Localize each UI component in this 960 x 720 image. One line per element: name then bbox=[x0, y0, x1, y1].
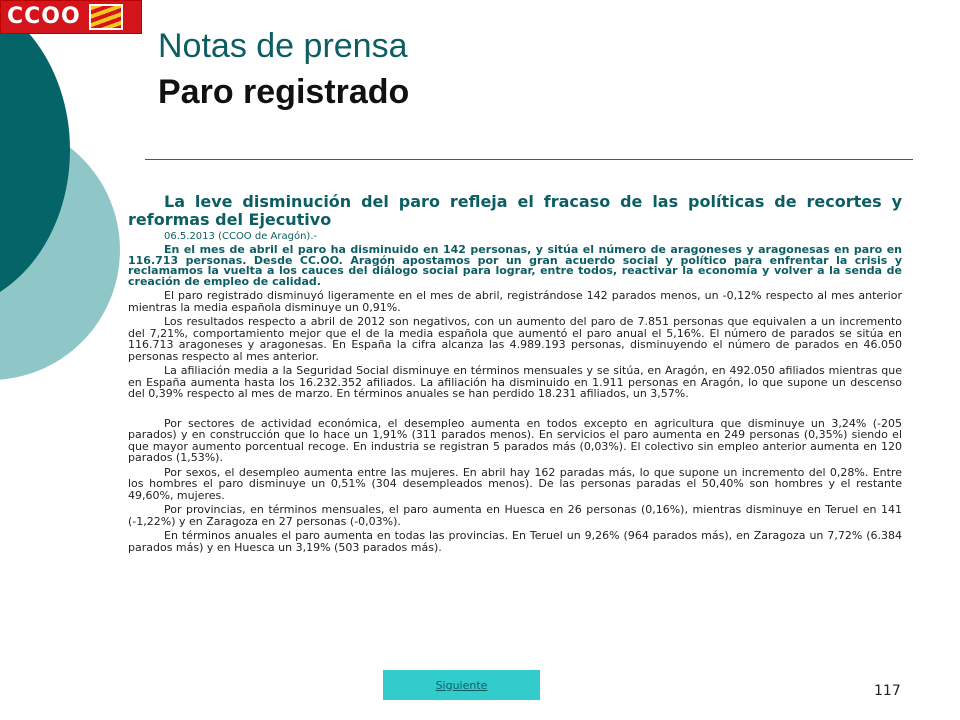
article-paragraph: En términos anuales el paro aumenta en todas las provincias. En Teruel un 9,26% (964 parados más), en Zaragoza un 7,72% (6.384 parados más) y en Huesca un 3,19% (503 parados más). bbox=[128, 529, 902, 554]
page-number: 117 bbox=[874, 683, 901, 699]
next-button[interactable]: Siguiente bbox=[383, 670, 540, 700]
article-paragraph: Por provincias, en términos mensuales, el paro aumenta en Huesca en 26 personas (0,16%), mientras disminuye en Teruel en 141 (-1,22%) y en Zaragoza en 27 personas (-0,03%). bbox=[128, 503, 902, 528]
article-lead: En el mes de abril el paro ha disminuido en 142 personas, y sitúa el número de aragoneses y aragonesas en paro en 116.713 personas. Desde CC.OO. Aragón apostamos por un gran acuerdo social y político para enfrentar la crisis y reclamamos la vuelta a los cauces del diálogo social para lograr, entre todos, reactivar la economía y volver a la senda de creación de empleo de calidad. bbox=[128, 243, 902, 288]
article-date: 06.5.2013 (CCOO de Aragón).- bbox=[164, 231, 318, 242]
title-divider bbox=[145, 159, 913, 160]
article-paragraph: La afiliación media a la Seguridad Social disminuye en términos mensuales y se sitúa, en Aragón, en 492.050 afiliados mientras que en España aumenta hasta los 16.232.352 afiliados. La afiliación ha disminuido en 1.911 personas en Aragón, lo que supone un descenso del 0,39% respecto al mes de marzo. En términos anuales se han perdido 18.231 afiliados, un 3,57%. bbox=[128, 364, 902, 400]
page-subtitle: Paro registrado bbox=[158, 73, 410, 111]
article-paragraph: El paro registrado disminuyó ligeramente en el mes de abril, registrándose 142 parados menos, un -0,12% respecto al mes anterior mientras la media española disminuye un 0,91%. bbox=[128, 289, 902, 314]
page-title: Notas de prensa bbox=[158, 27, 408, 65]
article-paragraph: Los resultados respecto a abril de 2012 son negativos, con un aumento del paro de 7.851 personas que equivalen a un incremento del 7,21%, comportamiento mejor que el de la media española que aumentó el paro anual el 5,16%. El número de parados se sitúa en 116.713 aragoneses y aragonesas. En España la cifra alcanza las 4.989.193 personas, disminuyendo el número de parados en 46.050 personas respecto al mes anterior. bbox=[128, 315, 902, 363]
aragon-flag-icon bbox=[89, 4, 123, 30]
article-headline: La leve disminución del paro refleja el fracaso de las políticas de recortes y reformas del Ejecutivo bbox=[128, 192, 902, 229]
article-body bbox=[128, 193, 902, 553]
ccoo-logo bbox=[0, 0, 142, 34]
article-paragraph: Por sectores de actividad económica, el desempleo aumenta en todos excepto en agricultura que disminuye un 3,24% (-205 parados) y en construcción que lo hace un 1,91% (311 parados menos). En servicios el paro aumenta en 249 personas (0,35%) siendo el que mayor aumento porcentual recoge. En industria se registran 5 parados más (0,03%). El colectivo sin empleo anterior aumenta en 120 parados (1,53%). bbox=[128, 416, 902, 464]
logo-text: CCOO bbox=[7, 4, 81, 29]
article-paragraph: Por sexos, el desempleo aumenta entre las mujeres. En abril hay 162 paradas más, lo que supone un incremento del 0,28%. Entre los hombres el paro disminuye un 0,51% (304 desempleados menos). De las personas paradas el 50,40% son hombres y el restante 49,60%, mujeres. bbox=[128, 465, 902, 502]
